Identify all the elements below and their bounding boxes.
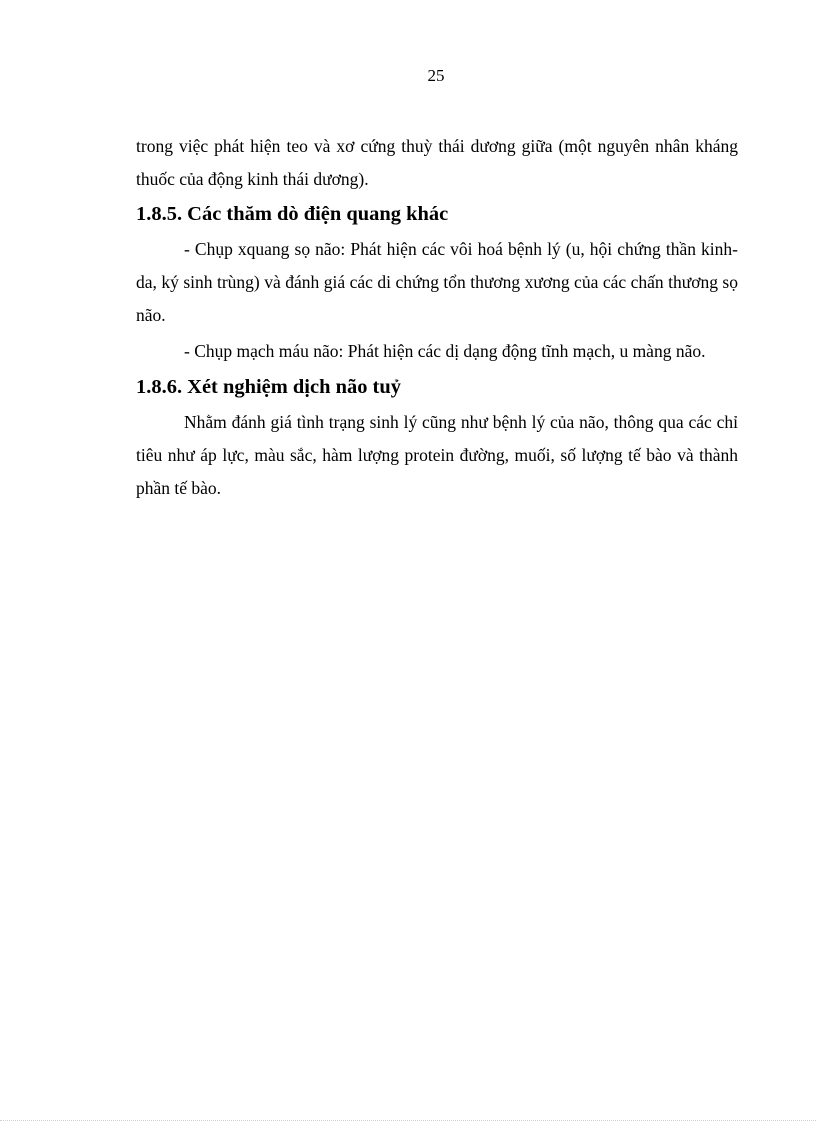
intro-paragraph: trong việc phát hiện teo và xơ cứng thuỳ thái dương giữa (một nguyên nhân kháng thuốc của động kinh thái dương). [136, 136, 738, 189]
section-heading-1-8-5: 1.8.5. Các thăm dò điện quang khác [136, 203, 449, 225]
page-body [136, 130, 738, 505]
xray-skull-paragraph: - Chụp xquang sọ não: Phát hiện các vôi hoá bệnh lý (u, hội chứng thần kinh-da, ký sinh trùng) và đánh giá các di chứng tổn thương xương của các chấn thương sọ não. [136, 239, 738, 325]
csf-paragraph: Nhằm đánh giá tình trạng sinh lý cũng như bệnh lý của não, thông qua các chỉ tiêu như áp lực, màu sắc, hàm lượng protein đường, muối, số lượng tế bào và thành phần tế bào. [136, 412, 738, 498]
section-heading-1-8-6: 1.8.6. Xét nghiệm dịch não tuỷ [136, 376, 401, 398]
angiography-paragraph: - Chụp mạch máu não: Phát hiện các dị dạng động tĩnh mạch, u màng não. [184, 341, 706, 361]
page-bottom-border [0, 1120, 816, 1121]
page-number: 25 [427, 66, 445, 85]
